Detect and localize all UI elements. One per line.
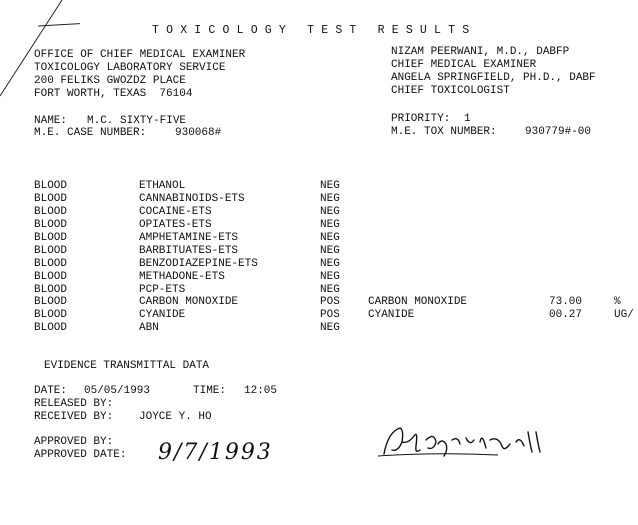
result-cell: NEG: [320, 258, 340, 270]
test-cell: CYANIDE: [139, 309, 186, 321]
result-cell: NEG: [320, 245, 340, 257]
result-cell: NEG: [320, 219, 340, 231]
tox-number-label: M.E. TOX NUMBER:: [391, 126, 497, 138]
staff-line-3: ANGELA SPRINGFIELD, PH.D., DABF: [391, 72, 596, 84]
table-row: [0, 232, 638, 245]
time-label: TIME:: [193, 385, 227, 397]
table-row: [0, 219, 638, 232]
test-cell: COCAINE-ETS: [139, 206, 212, 218]
time-value: 12:05: [244, 385, 278, 397]
case-number-value: 930068#: [175, 127, 222, 139]
test-cell: BENZODIAZEPINE-ETS: [139, 258, 258, 270]
office-line-4: FORT WORTH, TEXAS 76104: [34, 88, 193, 100]
result-cell: NEG: [320, 206, 340, 218]
approved-date-handwritten: 9/7/1993: [158, 440, 273, 465]
finding-unit-cell: %: [614, 296, 621, 308]
specimen-cell: BLOOD: [34, 206, 68, 218]
specimen-cell: BLOOD: [34, 296, 68, 308]
table-row: [0, 309, 638, 322]
table-row: [0, 322, 638, 335]
table-row: [0, 296, 638, 309]
result-cell: NEG: [320, 322, 340, 334]
table-row: [0, 180, 638, 193]
test-cell: ABN: [139, 322, 159, 334]
received-by-value: JOYCE Y. HO: [139, 411, 212, 423]
result-cell: NEG: [320, 193, 340, 205]
case-number-label: M.E. CASE NUMBER:: [34, 127, 147, 139]
specimen-cell: BLOOD: [34, 232, 68, 244]
name-value: M.C. SIXTY-FIVE: [87, 115, 187, 127]
office-line-3: 200 FELIKS GWOZDZ PLACE: [34, 75, 186, 87]
table-row: [0, 193, 638, 206]
evidence-heading: EVIDENCE TRANSMITTAL DATA: [44, 360, 210, 372]
test-cell: PCP-ETS: [139, 284, 186, 296]
specimen-cell: BLOOD: [34, 309, 68, 321]
approved-by-label: APPROVED BY:: [34, 436, 114, 448]
table-row: [0, 245, 638, 258]
finding-name-cell: CYANIDE: [368, 309, 415, 321]
test-cell: METHADONE-ETS: [139, 271, 225, 283]
signature-image: [378, 422, 558, 462]
table-row: [0, 258, 638, 271]
table-row: [0, 206, 638, 219]
test-cell: ETHANOL: [139, 180, 186, 192]
finding-value-cell: 73.00: [549, 296, 583, 308]
finding-name-cell: CARBON MONOXIDE: [368, 296, 468, 308]
test-cell: BARBITUATES-ETS: [139, 245, 239, 257]
specimen-cell: BLOOD: [34, 284, 68, 296]
result-cell: NEG: [320, 180, 340, 192]
received-by-label: RECEIVED BY:: [34, 411, 114, 423]
date-value: 05/05/1993: [84, 385, 151, 397]
specimen-cell: BLOOD: [34, 193, 68, 205]
test-cell: AMPHETAMINE-ETS: [139, 232, 239, 244]
page-title: TOXICOLOGY TEST RESULTS: [152, 24, 477, 37]
result-cell: NEG: [320, 232, 340, 244]
test-cell: CANNABINOIDS-ETS: [139, 193, 245, 205]
office-line-2: TOXICOLOGY LABORATORY SERVICE: [34, 62, 226, 74]
result-cell: POS: [320, 309, 340, 321]
specimen-cell: BLOOD: [34, 219, 68, 231]
priority-label: PRIORITY:: [391, 113, 451, 125]
test-cell: OPIATES-ETS: [139, 219, 212, 231]
result-cell: NEG: [320, 284, 340, 296]
office-line-1: OFFICE OF CHIEF MEDICAL EXAMINER: [34, 49, 246, 61]
test-cell: CARBON MONOXIDE: [139, 296, 239, 308]
tox-number-value: 930779#-00: [525, 126, 592, 138]
result-cell: NEG: [320, 271, 340, 283]
specimen-cell: BLOOD: [34, 322, 68, 334]
staff-line-1: NIZAM PEERWANI, M.D., DABFP: [391, 46, 570, 58]
specimen-cell: BLOOD: [34, 180, 68, 192]
specimen-cell: BLOOD: [34, 245, 68, 257]
result-cell: POS: [320, 296, 340, 308]
specimen-cell: BLOOD: [34, 271, 68, 283]
staff-line-4: CHIEF TOXICOLOGIST: [391, 85, 510, 97]
staff-line-2: CHIEF MEDICAL EXAMINER: [391, 59, 537, 71]
table-row: [0, 271, 638, 284]
name-label: NAME:: [34, 115, 68, 127]
finding-unit-cell: UG/: [614, 309, 634, 321]
date-label: DATE:: [34, 385, 68, 397]
priority-value: 1: [464, 113, 471, 125]
released-by-label: RELEASED BY:: [34, 398, 114, 410]
finding-value-cell: 00.27: [549, 309, 583, 321]
approved-date-label: APPROVED DATE:: [34, 449, 127, 461]
specimen-cell: BLOOD: [34, 258, 68, 270]
